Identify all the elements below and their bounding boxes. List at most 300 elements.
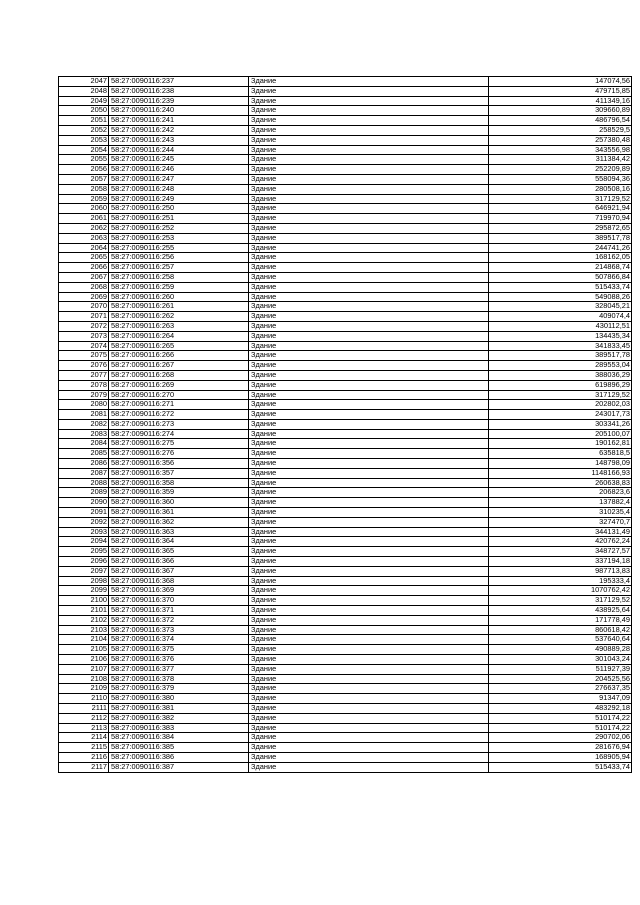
object-type-cell: Здание — [249, 674, 489, 684]
table-row — [59, 155, 632, 165]
object-type-cell: Здание — [249, 586, 489, 596]
object-type-cell: Здание — [249, 243, 489, 253]
cadastral-value-cell: 1148166,93 — [489, 468, 632, 478]
table-row — [59, 380, 632, 390]
cadastral-value-cell: 619896,29 — [489, 380, 632, 390]
object-type-cell: Здание — [249, 429, 489, 439]
object-type-cell: Здание — [249, 145, 489, 155]
row-number-cell: 2048 — [59, 86, 109, 96]
table-row — [59, 400, 632, 410]
table-row — [59, 478, 632, 488]
cadastral-value-cell: 317129,52 — [489, 194, 632, 204]
object-type-cell: Здание — [249, 694, 489, 704]
object-type-cell: Здание — [249, 96, 489, 106]
cadastral-value-cell: 515433,74 — [489, 762, 632, 772]
table-row — [59, 547, 632, 557]
row-number-cell: 2102 — [59, 615, 109, 625]
cadastral-value-cell: 486796,54 — [489, 116, 632, 126]
cadastral-value-cell: 205100,07 — [489, 429, 632, 439]
object-type-cell: Здание — [249, 743, 489, 753]
cadastral-number-cell: 58:27:0090116:275 — [109, 439, 249, 449]
object-type-cell: Здание — [249, 508, 489, 518]
cadastral-number-cell: 58:27:0090116:263 — [109, 321, 249, 331]
object-type-cell: Здание — [249, 762, 489, 772]
table-row — [59, 302, 632, 312]
cadastral-value-cell: 260638,83 — [489, 478, 632, 488]
cadastral-value-cell: 337194,18 — [489, 557, 632, 567]
table-row — [59, 390, 632, 400]
table-row — [59, 723, 632, 733]
cadastral-value-cell: 987713,83 — [489, 566, 632, 576]
object-type-cell: Здание — [249, 312, 489, 322]
table-row — [59, 214, 632, 224]
row-number-cell: 2059 — [59, 194, 109, 204]
cadastral-number-cell: 58:27:0090116:372 — [109, 615, 249, 625]
cadastral-value-cell: 168905,94 — [489, 752, 632, 762]
cadastral-value-cell: 479715,85 — [489, 86, 632, 96]
table-row — [59, 243, 632, 253]
cadastral-number-cell: 58:27:0090116:238 — [109, 86, 249, 96]
object-type-cell: Здание — [249, 576, 489, 586]
cadastral-value-cell: 252209,89 — [489, 165, 632, 175]
cadastral-number-cell: 58:27:0090116:249 — [109, 194, 249, 204]
table-row — [59, 223, 632, 233]
cadastral-number-cell: 58:27:0090116:270 — [109, 390, 249, 400]
table-row — [59, 145, 632, 155]
object-type-cell: Здание — [249, 459, 489, 469]
cadastral-number-cell: 58:27:0090116:358 — [109, 478, 249, 488]
row-number-cell: 2094 — [59, 537, 109, 547]
cadastral-value-cell: 537640,64 — [489, 635, 632, 645]
table-row — [59, 743, 632, 753]
cadastral-number-cell: 58:27:0090116:255 — [109, 243, 249, 253]
cadastral-value-cell: 510174,22 — [489, 713, 632, 723]
object-type-cell: Здание — [249, 116, 489, 126]
row-number-cell: 2085 — [59, 449, 109, 459]
row-number-cell: 2091 — [59, 508, 109, 518]
table-row — [59, 204, 632, 214]
cadastral-value-cell: 646921,94 — [489, 204, 632, 214]
table-row — [59, 576, 632, 586]
object-type-cell: Здание — [249, 468, 489, 478]
object-type-cell: Здание — [249, 321, 489, 331]
row-number-cell: 2096 — [59, 557, 109, 567]
table-row — [59, 370, 632, 380]
cadastral-value-cell: 341833,45 — [489, 341, 632, 351]
cadastral-number-cell: 58:27:0090116:380 — [109, 694, 249, 704]
row-number-cell: 2074 — [59, 341, 109, 351]
cadastral-number-cell: 58:27:0090116:363 — [109, 527, 249, 537]
row-number-cell: 2080 — [59, 400, 109, 410]
cadastral-value-cell: 420762,24 — [489, 537, 632, 547]
table-row — [59, 606, 632, 616]
cadastral-value-cell: 171778,49 — [489, 615, 632, 625]
row-number-cell: 2106 — [59, 655, 109, 665]
object-type-cell: Здание — [249, 272, 489, 282]
cadastral-number-cell: 58:27:0090116:361 — [109, 508, 249, 518]
object-type-cell: Здание — [249, 292, 489, 302]
object-type-cell: Здание — [249, 174, 489, 184]
cadastral-number-cell: 58:27:0090116:387 — [109, 762, 249, 772]
object-type-cell: Здание — [249, 537, 489, 547]
table-row — [59, 233, 632, 243]
row-number-cell: 2093 — [59, 527, 109, 537]
table-row — [59, 527, 632, 537]
cadastral-number-cell: 58:27:0090116:369 — [109, 586, 249, 596]
object-type-cell: Здание — [249, 351, 489, 361]
cadastral-number-cell: 58:27:0090116:259 — [109, 282, 249, 292]
table-row — [59, 615, 632, 625]
table-row — [59, 713, 632, 723]
cadastral-number-cell: 58:27:0090116:260 — [109, 292, 249, 302]
cadastral-value-cell: 549088,26 — [489, 292, 632, 302]
row-number-cell: 2103 — [59, 625, 109, 635]
object-type-cell: Здание — [249, 498, 489, 508]
row-number-cell: 2075 — [59, 351, 109, 361]
object-type-cell: Здание — [249, 135, 489, 145]
row-number-cell: 2098 — [59, 576, 109, 586]
cadastral-value-cell: 204525,56 — [489, 674, 632, 684]
cadastral-value-cell: 214868,74 — [489, 263, 632, 273]
row-number-cell: 2099 — [59, 586, 109, 596]
table-row — [59, 498, 632, 508]
cadastral-number-cell: 58:27:0090116:385 — [109, 743, 249, 753]
row-number-cell: 2115 — [59, 743, 109, 753]
cadastral-number-cell: 58:27:0090116:386 — [109, 752, 249, 762]
cadastral-value-cell: 310235,4 — [489, 508, 632, 518]
object-type-cell: Здание — [249, 282, 489, 292]
cadastral-value-cell: 317129,52 — [489, 390, 632, 400]
cadastral-number-cell: 58:27:0090116:378 — [109, 674, 249, 684]
row-number-cell: 2112 — [59, 713, 109, 723]
row-number-cell: 2067 — [59, 272, 109, 282]
cadastral-value-cell: 558094,36 — [489, 174, 632, 184]
object-type-cell: Здание — [249, 400, 489, 410]
cadastral-number-cell: 58:27:0090116:382 — [109, 713, 249, 723]
cadastral-number-cell: 58:27:0090116:371 — [109, 606, 249, 616]
object-type-cell: Здание — [249, 214, 489, 224]
cadastral-number-cell: 58:27:0090116:357 — [109, 468, 249, 478]
table-row — [59, 468, 632, 478]
row-number-cell: 2054 — [59, 145, 109, 155]
row-number-cell: 2111 — [59, 704, 109, 714]
row-number-cell: 2064 — [59, 243, 109, 253]
row-number-cell: 2108 — [59, 674, 109, 684]
cadastral-value-cell: 206823,6 — [489, 488, 632, 498]
object-type-cell: Здание — [249, 733, 489, 743]
table-row — [59, 674, 632, 684]
row-number-cell: 2083 — [59, 429, 109, 439]
cadastral-number-cell: 58:27:0090116:383 — [109, 723, 249, 733]
object-type-cell: Здание — [249, 263, 489, 273]
cadastral-number-cell: 58:27:0090116:367 — [109, 566, 249, 576]
object-type-cell: Здание — [249, 390, 489, 400]
object-type-cell: Здание — [249, 125, 489, 135]
table-row — [59, 272, 632, 282]
table-row — [59, 596, 632, 606]
cadastral-value-cell: 389517,78 — [489, 351, 632, 361]
cadastral-value-cell: 137882,4 — [489, 498, 632, 508]
cadastral-value-cell: 860618,42 — [489, 625, 632, 635]
row-number-cell: 2049 — [59, 96, 109, 106]
cadastral-value-cell: 309660,89 — [489, 106, 632, 116]
object-type-cell: Здание — [249, 233, 489, 243]
object-type-cell: Здание — [249, 302, 489, 312]
cadastral-value-cell: 190162,81 — [489, 439, 632, 449]
cadastral-value-cell: 430112,51 — [489, 321, 632, 331]
cadastral-value-cell: 510174,22 — [489, 723, 632, 733]
object-type-cell: Здание — [249, 704, 489, 714]
object-type-cell: Здание — [249, 596, 489, 606]
table-row — [59, 165, 632, 175]
row-number-cell: 2068 — [59, 282, 109, 292]
cadastral-number-cell: 58:27:0090116:379 — [109, 684, 249, 694]
row-number-cell: 2113 — [59, 723, 109, 733]
cadastral-value-cell: 327470,7 — [489, 517, 632, 527]
object-type-cell: Здание — [249, 86, 489, 96]
cadastral-number-cell: 58:27:0090116:271 — [109, 400, 249, 410]
table-row — [59, 312, 632, 322]
table-row — [59, 419, 632, 429]
table-row — [59, 645, 632, 655]
cadastral-number-cell: 58:27:0090116:373 — [109, 625, 249, 635]
cadastral-number-cell: 58:27:0090116:237 — [109, 77, 249, 87]
cadastral-number-cell: 58:27:0090116:359 — [109, 488, 249, 498]
row-number-cell: 2050 — [59, 106, 109, 116]
object-type-cell: Здание — [249, 615, 489, 625]
cadastral-value-cell: 635818,5 — [489, 449, 632, 459]
cadastral-value-cell: 348727,57 — [489, 547, 632, 557]
object-type-cell: Здание — [249, 478, 489, 488]
cadastral-number-cell: 58:27:0090116:246 — [109, 165, 249, 175]
cadastral-value-cell: 409074,4 — [489, 312, 632, 322]
cadastral-value-cell: 281676,94 — [489, 743, 632, 753]
row-number-cell: 2082 — [59, 419, 109, 429]
cadastral-number-cell: 58:27:0090116:243 — [109, 135, 249, 145]
object-type-cell: Здание — [249, 155, 489, 165]
object-type-cell: Здание — [249, 664, 489, 674]
object-type-cell: Здание — [249, 77, 489, 87]
cadastral-value-cell: 438925,64 — [489, 606, 632, 616]
row-number-cell: 2056 — [59, 165, 109, 175]
object-type-cell: Здание — [249, 655, 489, 665]
table-row — [59, 566, 632, 576]
object-type-cell: Здание — [249, 645, 489, 655]
object-type-cell: Здание — [249, 165, 489, 175]
table-row — [59, 125, 632, 135]
cadastral-value-cell: 303341,26 — [489, 419, 632, 429]
row-number-cell: 2076 — [59, 361, 109, 371]
row-number-cell: 2084 — [59, 439, 109, 449]
cadastral-value-cell: 389517,78 — [489, 233, 632, 243]
object-type-cell: Здание — [249, 410, 489, 420]
cadastral-value-cell: 258529,5 — [489, 125, 632, 135]
row-number-cell: 2071 — [59, 312, 109, 322]
cadastral-value-cell: 507866,84 — [489, 272, 632, 282]
table-row — [59, 194, 632, 204]
row-number-cell: 2110 — [59, 694, 109, 704]
cadastral-value-cell: 147074,56 — [489, 77, 632, 87]
cadastral-number-cell: 58:27:0090116:276 — [109, 449, 249, 459]
table-row — [59, 586, 632, 596]
cadastral-number-cell: 58:27:0090116:362 — [109, 517, 249, 527]
object-type-cell: Здание — [249, 547, 489, 557]
table-row — [59, 410, 632, 420]
object-type-cell: Здание — [249, 517, 489, 527]
cadastral-value-cell: 411349,16 — [489, 96, 632, 106]
table-row — [59, 664, 632, 674]
row-number-cell: 2114 — [59, 733, 109, 743]
cadastral-value-cell: 295872,65 — [489, 223, 632, 233]
cadastral-number-cell: 58:27:0090116:244 — [109, 145, 249, 155]
cadastral-number-cell: 58:27:0090116:266 — [109, 351, 249, 361]
table-row — [59, 253, 632, 263]
row-number-cell: 2077 — [59, 370, 109, 380]
cadastral-value-cell: 243017,73 — [489, 410, 632, 420]
row-number-cell: 2101 — [59, 606, 109, 616]
cadastral-number-cell: 58:27:0090116:241 — [109, 116, 249, 126]
object-type-cell: Здание — [249, 557, 489, 567]
row-number-cell: 2061 — [59, 214, 109, 224]
row-number-cell: 2062 — [59, 223, 109, 233]
table-row — [59, 106, 632, 116]
cadastral-value-cell: 328045,21 — [489, 302, 632, 312]
table-row — [59, 96, 632, 106]
cadastral-number-cell: 58:27:0090116:250 — [109, 204, 249, 214]
object-type-cell: Здание — [249, 439, 489, 449]
cadastral-number-cell: 58:27:0090116:381 — [109, 704, 249, 714]
table-body — [59, 77, 632, 773]
cadastral-number-cell: 58:27:0090116:377 — [109, 664, 249, 674]
cadastral-value-table — [58, 76, 632, 773]
cadastral-value-cell: 483292,18 — [489, 704, 632, 714]
table-row — [59, 292, 632, 302]
row-number-cell: 2073 — [59, 331, 109, 341]
table-row — [59, 762, 632, 772]
cadastral-value-cell: 276637,35 — [489, 684, 632, 694]
row-number-cell: 2055 — [59, 155, 109, 165]
cadastral-number-cell: 58:27:0090116:268 — [109, 370, 249, 380]
cadastral-value-cell: 343556,98 — [489, 145, 632, 155]
table-row — [59, 331, 632, 341]
row-number-cell: 2104 — [59, 635, 109, 645]
table-row — [59, 77, 632, 87]
cadastral-number-cell: 58:27:0090116:356 — [109, 459, 249, 469]
cadastral-number-cell: 58:27:0090116:360 — [109, 498, 249, 508]
cadastral-value-cell: 289553,04 — [489, 361, 632, 371]
row-number-cell: 2057 — [59, 174, 109, 184]
object-type-cell: Здание — [249, 223, 489, 233]
object-type-cell: Здание — [249, 184, 489, 194]
cadastral-value-cell: 290702,06 — [489, 733, 632, 743]
cadastral-number-cell: 58:27:0090116:240 — [109, 106, 249, 116]
cadastral-value-cell: 719970,94 — [489, 214, 632, 224]
table-row — [59, 282, 632, 292]
cadastral-value-cell: 244741,26 — [489, 243, 632, 253]
table-row — [59, 704, 632, 714]
cadastral-value-cell: 91347,09 — [489, 694, 632, 704]
object-type-cell: Здание — [249, 625, 489, 635]
cadastral-value-cell: 317129,52 — [489, 596, 632, 606]
cadastral-number-cell: 58:27:0090116:272 — [109, 410, 249, 420]
table-row — [59, 488, 632, 498]
table-row — [59, 341, 632, 351]
table-row — [59, 537, 632, 547]
table-row — [59, 752, 632, 762]
row-number-cell: 2058 — [59, 184, 109, 194]
row-number-cell: 2060 — [59, 204, 109, 214]
cadastral-number-cell: 58:27:0090116:248 — [109, 184, 249, 194]
row-number-cell: 2081 — [59, 410, 109, 420]
row-number-cell: 2097 — [59, 566, 109, 576]
object-type-cell: Здание — [249, 204, 489, 214]
row-number-cell: 2117 — [59, 762, 109, 772]
cadastral-number-cell: 58:27:0090116:264 — [109, 331, 249, 341]
cadastral-number-cell: 58:27:0090116:252 — [109, 223, 249, 233]
row-number-cell: 2078 — [59, 380, 109, 390]
table-row — [59, 184, 632, 194]
cadastral-value-cell: 134435,34 — [489, 331, 632, 341]
cadastral-value-cell: 1070762,42 — [489, 586, 632, 596]
cadastral-number-cell: 58:27:0090116:258 — [109, 272, 249, 282]
table-row — [59, 174, 632, 184]
object-type-cell: Здание — [249, 253, 489, 263]
object-type-cell: Здание — [249, 194, 489, 204]
cadastral-value-cell: 344131,49 — [489, 527, 632, 537]
row-number-cell: 2070 — [59, 302, 109, 312]
row-number-cell: 2089 — [59, 488, 109, 498]
row-number-cell: 2079 — [59, 390, 109, 400]
table-row — [59, 86, 632, 96]
cadastral-number-cell: 58:27:0090116:273 — [109, 419, 249, 429]
object-type-cell: Здание — [249, 370, 489, 380]
row-number-cell: 2063 — [59, 233, 109, 243]
table-row — [59, 263, 632, 273]
cadastral-number-cell: 58:27:0090116:365 — [109, 547, 249, 557]
object-type-cell: Здание — [249, 527, 489, 537]
row-number-cell: 2095 — [59, 547, 109, 557]
cadastral-number-cell: 58:27:0090116:267 — [109, 361, 249, 371]
row-number-cell: 2072 — [59, 321, 109, 331]
table-row — [59, 321, 632, 331]
row-number-cell: 2088 — [59, 478, 109, 488]
cadastral-number-cell: 58:27:0090116:376 — [109, 655, 249, 665]
table-row — [59, 361, 632, 371]
cadastral-value-cell: 490889,28 — [489, 645, 632, 655]
row-number-cell: 2107 — [59, 664, 109, 674]
cadastral-value-cell: 195333,4 — [489, 576, 632, 586]
cadastral-number-cell: 58:27:0090116:384 — [109, 733, 249, 743]
cadastral-number-cell: 58:27:0090116:262 — [109, 312, 249, 322]
row-number-cell: 2053 — [59, 135, 109, 145]
object-type-cell: Здание — [249, 380, 489, 390]
cadastral-number-cell: 58:27:0090116:370 — [109, 596, 249, 606]
cadastral-number-cell: 58:27:0090116:256 — [109, 253, 249, 263]
table-row — [59, 635, 632, 645]
row-number-cell: 2052 — [59, 125, 109, 135]
row-number-cell: 2069 — [59, 292, 109, 302]
object-type-cell: Здание — [249, 752, 489, 762]
table-row — [59, 625, 632, 635]
cadastral-number-cell: 58:27:0090116:368 — [109, 576, 249, 586]
object-type-cell: Здание — [249, 684, 489, 694]
table-row — [59, 694, 632, 704]
object-type-cell: Здание — [249, 361, 489, 371]
row-number-cell: 2116 — [59, 752, 109, 762]
cadastral-number-cell: 58:27:0090116:366 — [109, 557, 249, 567]
cadastral-value-cell: 148798,09 — [489, 459, 632, 469]
table-row — [59, 459, 632, 469]
